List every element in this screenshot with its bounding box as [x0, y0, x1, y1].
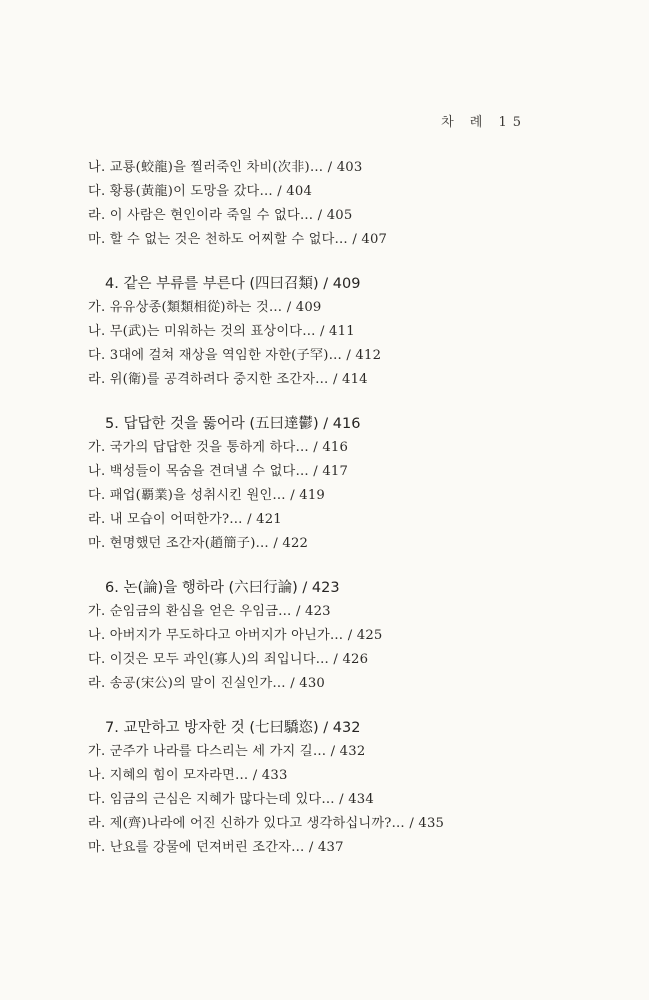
toc-entry: 마. 난요를 강물에 던져버린 조간자… / 437 [88, 840, 344, 855]
toc-entry: 다. 패업(覇業)을 성취시킨 원인… / 419 [88, 488, 326, 503]
toc-entry: 마. 할 수 없는 것은 천하도 어찌할 수 없다… / 407 [88, 232, 388, 247]
toc-entry: 가. 국가의 답답한 것을 통하게 하다… / 416 [88, 440, 349, 455]
toc-entry: 마. 현명했던 조간자(趙簡子)… / 422 [88, 536, 309, 551]
chapter-heading: 4. 같은 부류를 부른다 (四曰召類) / 409 [105, 276, 361, 292]
toc-section [88, 576, 608, 696]
toc-entry: 나. 무(武)는 미워하는 것의 표상이다… / 411 [88, 324, 355, 339]
toc-section [88, 272, 608, 392]
toc-entry: 라. 이 사람은 현인이라 죽일 수 없다… / 405 [88, 208, 353, 223]
toc-entry: 다. 이것은 모두 과인(寡人)의 죄입니다… / 426 [88, 652, 369, 667]
toc-section [88, 156, 608, 252]
toc-section [88, 412, 608, 556]
toc-entry: 가. 유유상종(類類相從)하는 것… / 409 [88, 300, 322, 315]
toc-entry: 다. 황룡(黃龍)이 도망을 갔다… / 404 [88, 184, 313, 199]
chapter-heading: 7. 교만하고 방자한 것 (七曰驕恣) / 432 [105, 720, 361, 736]
toc-entry: 다. 3대에 걸쳐 재상을 역임한 자한(子罕)… / 412 [88, 348, 382, 363]
toc-entry: 가. 군주가 나라를 다스리는 세 가지 길… / 432 [88, 744, 366, 759]
toc-entry: 라. 위(衛)를 공격하려다 중지한 조간자… / 414 [88, 372, 368, 387]
table-of-contents [88, 156, 608, 860]
toc-entry: 라. 제(齊)나라에 어진 신하가 있다고 생각하십니까?… / 435 [88, 816, 445, 831]
running-head: 차 례 15 [441, 115, 527, 130]
toc-section [88, 716, 608, 860]
toc-entry: 라. 송공(宋公)의 말이 진실인가… / 430 [88, 676, 326, 691]
toc-entry: 다. 임금의 근심은 지혜가 많다는데 있다… / 434 [88, 792, 374, 807]
toc-entry: 나. 지혜의 힘이 모자라면… / 433 [88, 768, 288, 783]
toc-entry: 가. 순임금의 환심을 얻은 우임금… / 423 [88, 604, 331, 619]
toc-entry: 나. 교룡(蛟龍)을 찔러죽인 차비(次非)… / 403 [88, 160, 363, 175]
toc-entry: 라. 내 모습이 어떠한가?… / 421 [88, 512, 282, 527]
toc-entry: 나. 아버지가 무도하다고 아버지가 아닌가… / 425 [88, 628, 383, 643]
chapter-heading: 5. 답답한 것을 뚫어라 (五曰達鬱) / 416 [105, 416, 361, 432]
toc-entry: 나. 백성들이 목숨을 견뎌낼 수 없다… / 417 [88, 464, 349, 479]
chapter-heading: 6. 논(論)을 행하라 (六曰行論) / 423 [105, 580, 340, 596]
